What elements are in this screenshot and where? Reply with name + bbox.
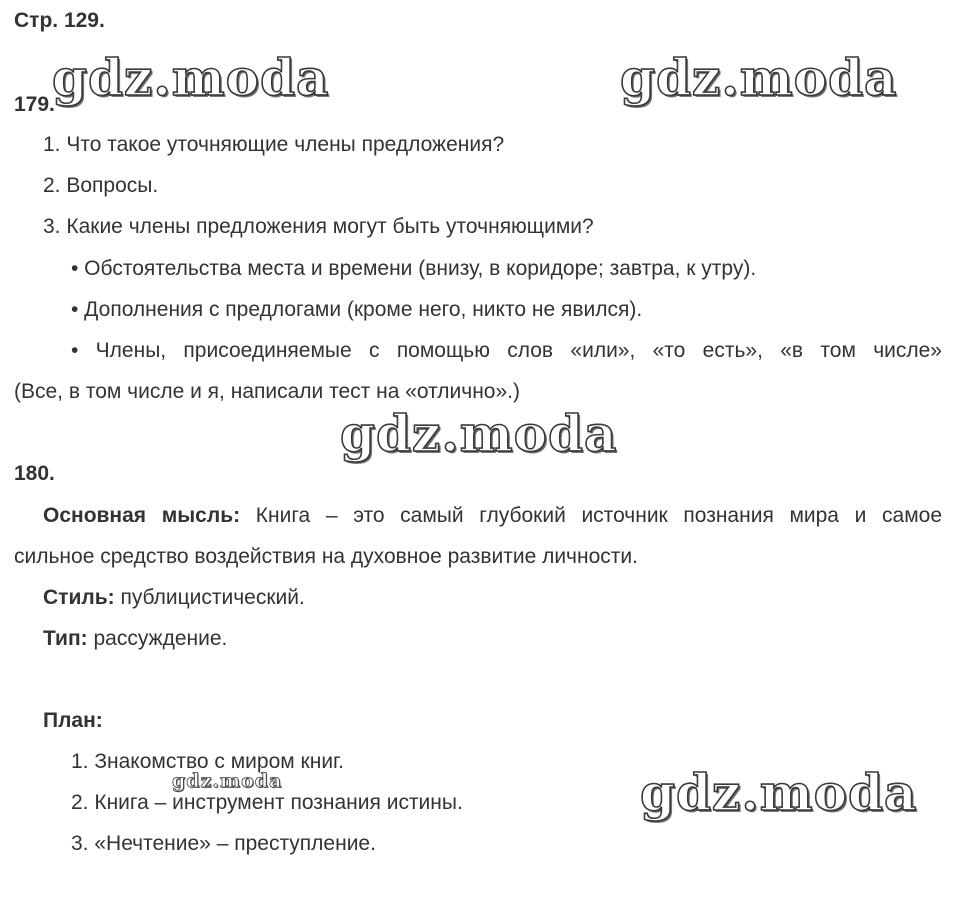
- exercise-179-continuation: (Все, в том числе и я, написали тест на «отлично».): [14, 380, 520, 403]
- main-idea-line-2: сильное средство воздействия на духовное развитие личности.: [14, 545, 638, 568]
- style-label: Стиль:: [43, 586, 115, 609]
- exercise-179-item-2: 2. Вопросы.: [43, 174, 159, 197]
- watermark-bottom-right: gdz.moda: [640, 763, 918, 822]
- watermark-middle: gdz.moda: [340, 404, 618, 463]
- exercise-179-item-1: 1. Что такое уточняющие члены предложения?: [43, 133, 505, 156]
- watermark-top-right: gdz.moda: [620, 48, 898, 107]
- exercise-180-number: 180.: [14, 462, 55, 485]
- plan-item-2: 2. Книга – инструмент познания истины.: [71, 791, 463, 814]
- main-idea-text: Книга – это самый глубокий источник познания мира и самое: [240, 504, 943, 527]
- plan-item-1: 1. Знакомство с миром книг.: [71, 750, 344, 773]
- watermark-small: gdz.moda: [172, 770, 283, 792]
- main-idea-label: Основная мысль:: [43, 504, 241, 527]
- exercise-179-number: 179.: [14, 93, 55, 116]
- exercise-179-item-3: 3. Какие члены предложения могут быть уточняющими?: [43, 215, 594, 238]
- type-line: [43, 626, 227, 652]
- type-value: рассуждение.: [87, 627, 228, 650]
- plan-label: План:: [43, 709, 103, 732]
- style-value: публицистический.: [114, 586, 305, 609]
- main-idea-line-1: [43, 503, 942, 529]
- exercise-179-bullet-2: • Дополнения с предлогами (кроме него, никто не явился).: [71, 298, 643, 321]
- exercise-179-bullet-1: • Обстоятельства места и времени (внизу, в коридоре; завтра, к утру).: [71, 257, 757, 280]
- watermark-top-left: gdz.moda: [52, 48, 330, 107]
- type-label: Тип:: [43, 627, 88, 650]
- style-line: [43, 585, 305, 611]
- plan-item-3: 3. «Нечтение» – преступление.: [71, 832, 376, 855]
- exercise-179-bullet-3: • Члены, присоединяемые с помощью слов «или», «то есть», «в том числе»: [71, 339, 942, 362]
- page-header: Стр. 129.: [14, 9, 105, 32]
